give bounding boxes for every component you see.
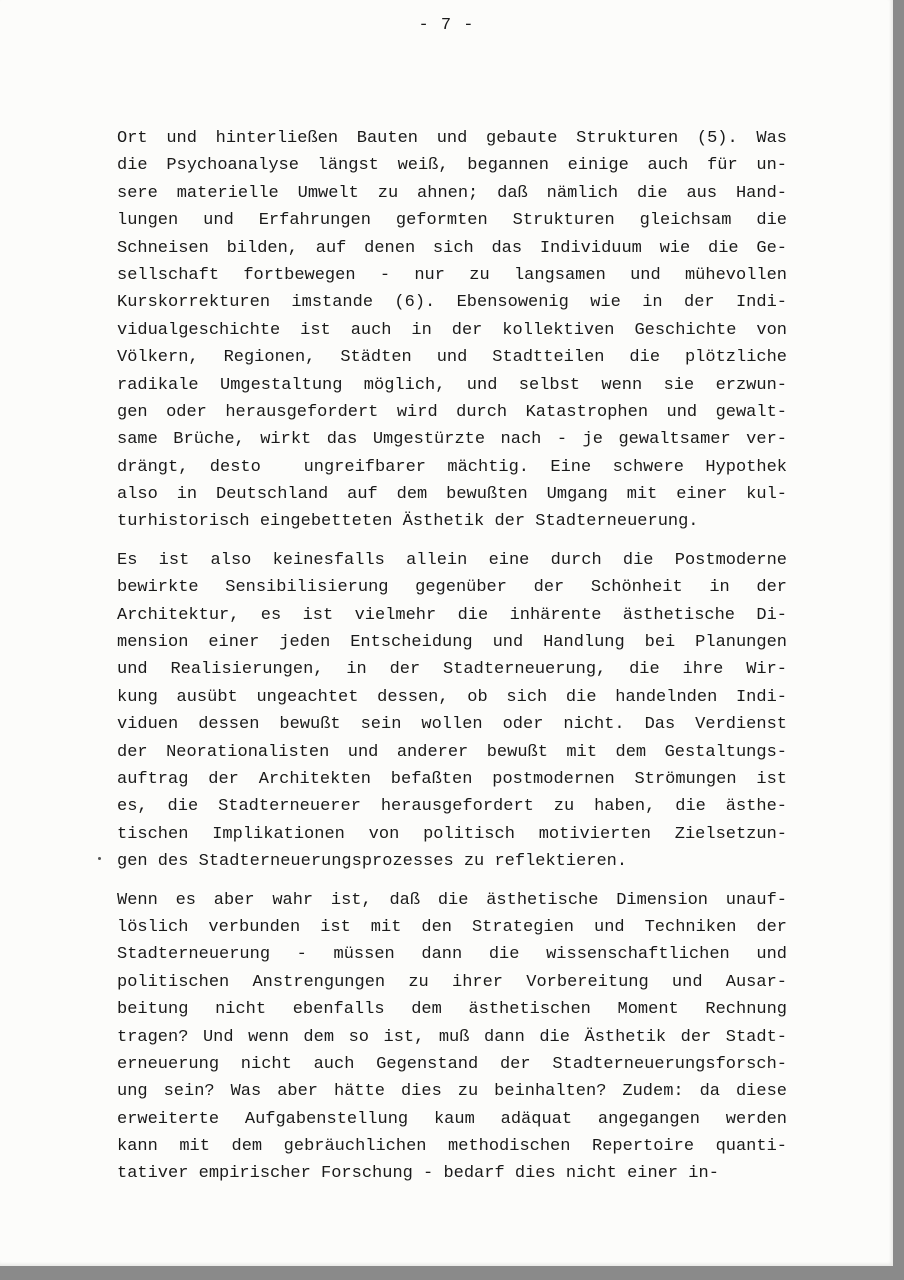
text-line: gen des Stadterneuerungsprozesses zu reflektieren.	[117, 852, 628, 872]
text-line: auftrag der Architekten befaßten postmodernen Strömungen ist	[117, 769, 787, 789]
text-line: tischen Implikationen von politisch motivierten Zielsetzun-	[117, 824, 787, 844]
text-line: kann mit dem gebräuchlichen methodischen Repertoire quanti-	[117, 1137, 787, 1157]
text-line: viduen dessen bewußt sein wollen oder nicht. Das Verdienst	[117, 715, 787, 735]
text-line: Stadterneuerung - müssen dann die wissenschaftlichen und	[117, 945, 787, 965]
margin-mark	[98, 857, 101, 860]
text-line: Völkern, Regionen, Städten und Stadtteilen die plötzliche	[117, 348, 787, 368]
text-line: turhistorisch eingebetteten Ästhetik der Stadterneuerung.	[117, 512, 699, 532]
text-line: ung sein? Was aber hätte dies zu beinhalten? Zudem: da diese	[117, 1082, 787, 1102]
text-line: kung ausübt ungeachtet dessen, ob sich die handelnden Indi-	[117, 687, 787, 707]
body-text	[117, 125, 787, 1199]
text-line: Kurskorrekturen imstande (6). Ebensowenig wie in der Indi-	[117, 293, 787, 313]
paragraph	[117, 125, 787, 536]
page-number: - 7 -	[418, 16, 475, 35]
text-line: Ort und hinterließen Bauten und gebaute Strukturen (5). Was	[117, 129, 787, 148]
text-line: same Brüche, wirkt das Umgestürzte nach - je gewaltsamer ver-	[117, 430, 787, 450]
text-line: Architektur, es ist vielmehr die inhärente ästhetische Di-	[117, 605, 787, 625]
text-line: erneuerung nicht auch Gegenstand der Stadterneuerungsforsch-	[117, 1054, 787, 1074]
text-line: sellschaft fortbewegen - nur zu langsamen und mühevollen	[117, 265, 787, 285]
text-line: radikale Umgestaltung möglich, und selbst wenn sie erzwun-	[117, 375, 787, 395]
text-line: beitung nicht ebenfalls dem ästhetischen Moment Rechnung	[117, 1000, 787, 1020]
paragraph	[117, 547, 787, 876]
text-line: Es ist also keinesfalls allein eine durch die Postmoderne	[117, 550, 787, 570]
paragraph	[117, 887, 787, 1188]
text-line: tativer empirischer Forschung - bedarf dies nicht einer in-	[117, 1164, 719, 1184]
text-line: also in Deutschland auf dem bewußten Umgang mit einer kul-	[117, 485, 787, 505]
text-line: politischen Anstrengungen zu ihrer Vorbereitung und Ausar-	[117, 972, 787, 992]
text-line: lungen und Erfahrungen geformten Strukturen gleichsam die	[117, 211, 787, 231]
text-line: es, die Stadterneuerer herausgefordert zu haben, die ästhe-	[117, 797, 787, 817]
text-line: und Realisierungen, in der Stadterneuerung, die ihre Wir-	[117, 660, 787, 680]
text-line: löslich verbunden ist mit den Strategien und Techniken der	[117, 917, 787, 937]
text-line: sere materielle Umwelt zu ahnen; daß nämlich die aus Hand-	[117, 183, 787, 203]
text-line: Wenn es aber wahr ist, daß die ästhetische Dimension unauf-	[117, 890, 787, 910]
text-line: Schneisen bilden, auf denen sich das Individuum wie die Ge-	[117, 238, 787, 258]
text-line: tragen? Und wenn dem so ist, muß dann die Ästhetik der Stadt-	[117, 1027, 787, 1047]
text-line: mension einer jeden Entscheidung und Handlung bei Planungen	[117, 633, 787, 653]
text-line: drängt, desto ungreifbarer mächtig. Eine schwere Hypothek	[117, 457, 787, 477]
text-line: bewirkte Sensibilisierung gegenüber der Schönheit in der	[117, 578, 787, 598]
text-line: gen oder herausgefordert wird durch Katastrophen und gewalt-	[117, 402, 787, 422]
text-line: die Psychoanalyse längst weiß, begannen einige auch für un-	[117, 156, 787, 176]
text-line: erweiterte Aufgabenstellung kaum adäquat angegangen werden	[117, 1109, 787, 1129]
text-line: vidualgeschichte ist auch in der kollektiven Geschichte von	[117, 320, 787, 340]
text-line: der Neorationalisten und anderer bewußt mit dem Gestaltungs-	[117, 742, 787, 762]
